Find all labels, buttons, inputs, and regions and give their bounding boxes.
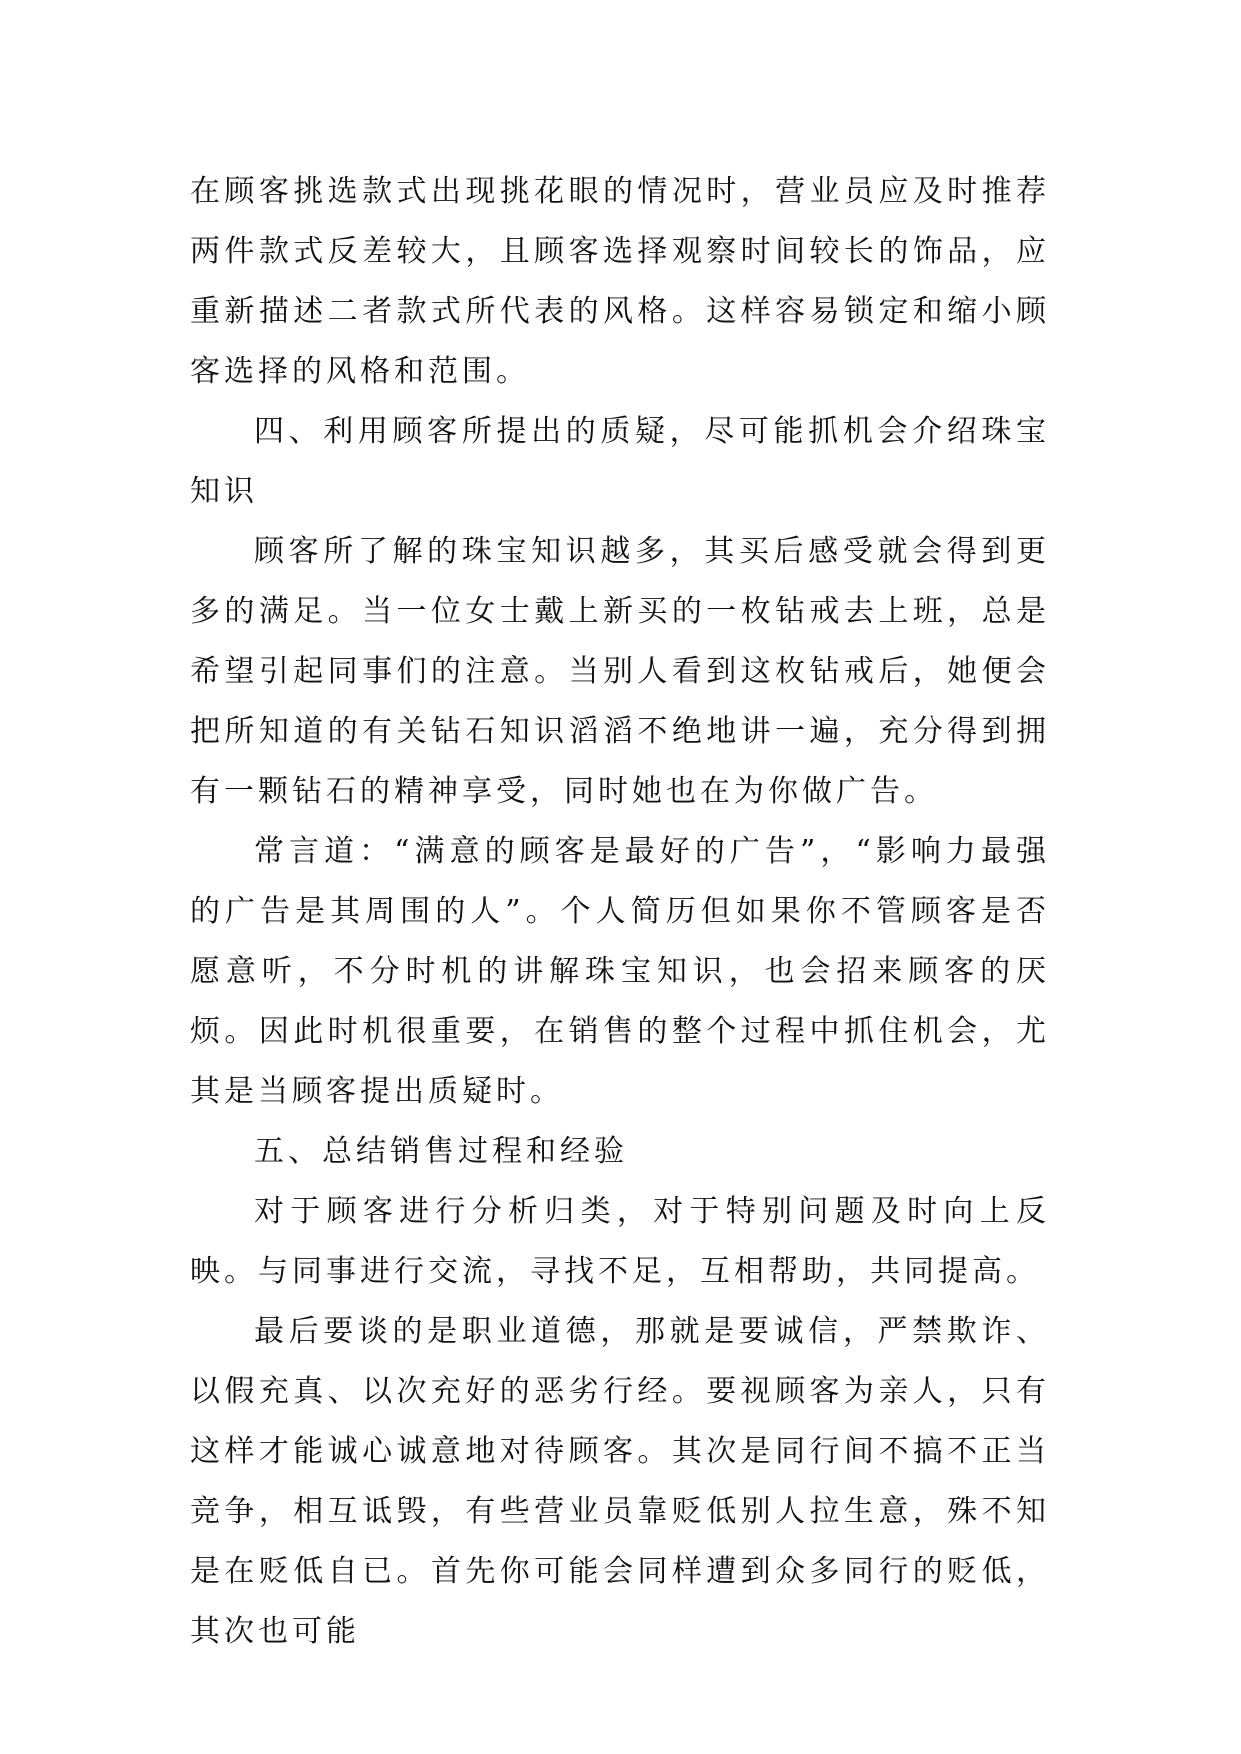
document-body (190, 162, 1050, 1662)
paragraph-continued: 在顾客挑选款式出现挑花眼的情况时，营业员应及时推荐两件款式反差较大，且顾客选择观察时间较长的饰品，应重新描述二者款式所代表的风格。这样容易锁定和缩小顾客选择的风格和范围。 (190, 174, 1050, 389)
paragraph: 对于顾客进行分析归类，对于特别问题及时向上反映。与同事进行交流，寻找不足，互相帮助，共同提高。 (190, 1194, 1050, 1289)
paragraph: 顾客所了解的珠宝知识越多，其买后感受就会得到更多的满足。当一位女士戴上新买的一枚钻戒去上班，总是希望引起同事们的注意。当别人看到这枚钻戒后，她便会把所知道的有关钻石知识滔滔不绝地讲一遍，充分得到拥有一颗钻石的精神享受，同时她也在为你做广告。 (190, 534, 1050, 809)
section-heading-four: 四、利用顾客所提出的质疑，尽可能抓机会介绍珠宝知识 (190, 414, 1050, 509)
section-heading-five: 五、总结销售过程和经验 (254, 1134, 628, 1169)
paragraph: 常言道：“满意的顾客是最好的广告”，“影响力最强的广告是其周围的人”。个人简历但如果你不管顾客是否愿意听，不分时机的讲解珠宝知识，也会招来顾客的厌烦。因此时机很重要，在销售的整个过程中抓住机会，尤其是当顾客提出质疑时。 (190, 834, 1050, 1109)
paragraph: 最后要谈的是职业道德，那就是要诚信，严禁欺诈、以假充真、以次充好的恶劣行经。要视顾客为亲人，只有这样才能诚心诚意地对待顾客。其次是同行间不搞不正当竞争，相互诋毁，有些营业员靠贬低别人拉生意，殊不知是在贬低自已。首先你可能会同样遭到众多同行的贬低，其次也可能 (190, 1314, 1050, 1649)
